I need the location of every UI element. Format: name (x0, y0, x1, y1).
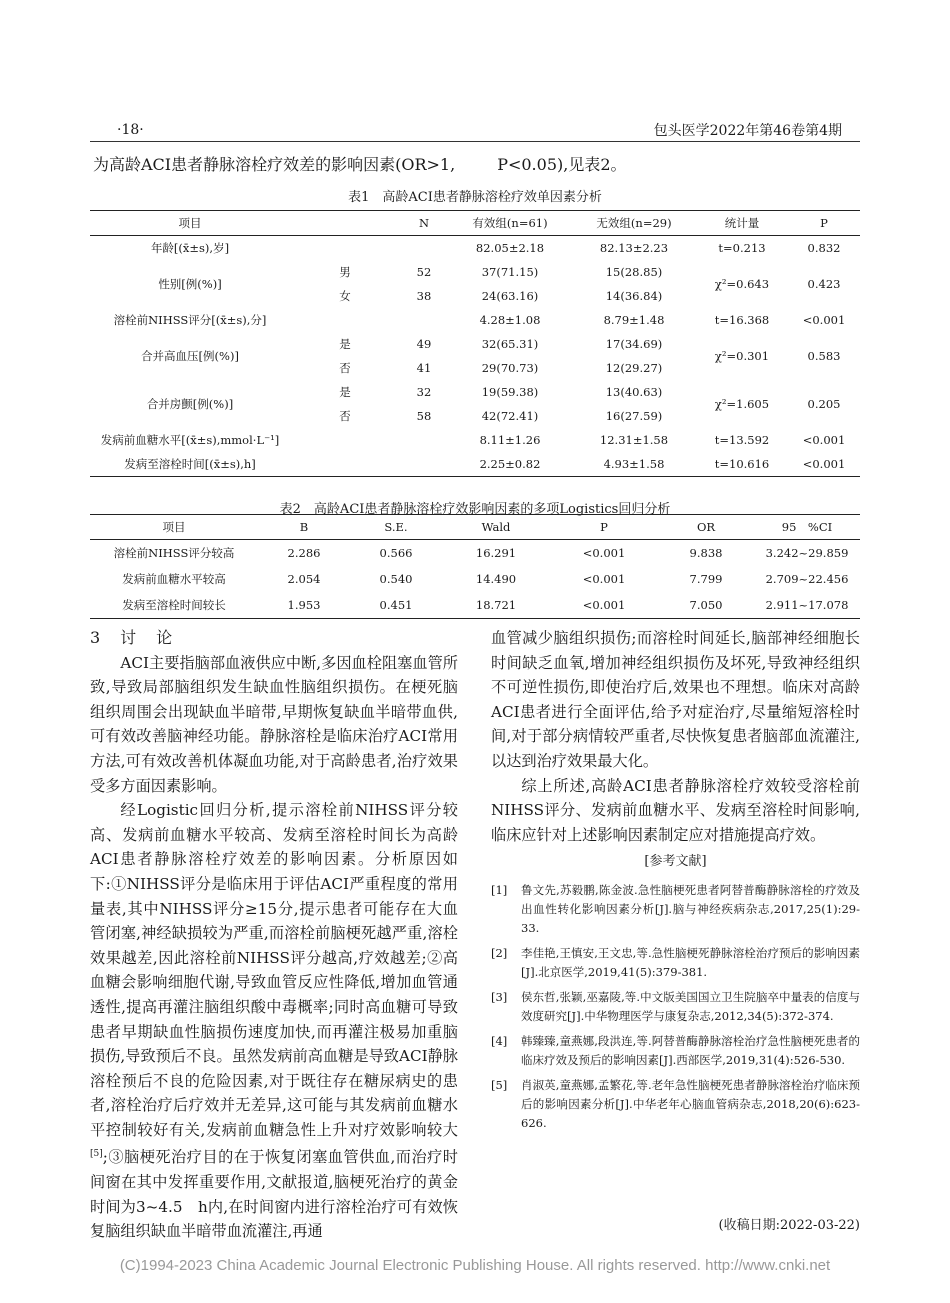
table-row (90, 452, 860, 477)
table2-cell: 16.291 (475, 546, 517, 560)
table1-cell-sub (290, 428, 400, 452)
table-row (90, 236, 860, 261)
table1-cell-n (400, 236, 448, 261)
table2-caption: 表2 高龄ACI患者静脉溶栓疗效影响因素的多项Logistics回归分析 (279, 502, 671, 517)
table2-cell: 3.242~29.859 (765, 546, 849, 560)
lead-sentence (93, 152, 627, 175)
table2-header-row (90, 515, 860, 540)
table1-cell-ineff: 15(28.85) (605, 265, 663, 279)
reference-text: 李佳艳,王慎安,王文忠,等.急性脑梗死静脉溶栓治疗预后的影响因素[J].北京医学,2019,41(5):379-381. (521, 946, 860, 979)
citation-5: [5] (90, 1149, 103, 1160)
reference-item (491, 988, 860, 1026)
table1-cell-sub (290, 452, 400, 477)
table1-cell-item: 发病前血糖水平[(x̄±s),mmol·L⁻¹] (100, 433, 280, 447)
table1-header-row (90, 211, 860, 236)
discussion-paragraph-1: ACI主要指脑部血液供应中断,多因血栓阻塞血管所致,导致局部脑组织发生缺血性脑组织损伤。在梗死脑组织周围会出现缺血半暗带,早期恢复缺血半暗带血供,可有效改善脑神经功能。静脉溶栓是临床治疗ACI常用方法,可有效改善机体凝血功能,对于高龄患者,治疗效果受多方面因素影响。 (90, 653, 458, 795)
table1-cell-ineff: 12.31±1.58 (599, 433, 669, 447)
reference-number: [3] (491, 990, 508, 1004)
table2-header-cell: Wald (442, 515, 550, 540)
table1-cell-p: 0.205 (807, 397, 841, 411)
table1-cell-sub: 是 (339, 385, 351, 399)
table2-cell: <0.001 (550, 592, 658, 619)
table1-cell-n (400, 428, 448, 452)
table2-cell: 9.838 (689, 546, 723, 560)
table-row (90, 260, 860, 284)
table-row (90, 428, 860, 452)
table1-cell-p: <0.001 (802, 433, 846, 447)
reference-item (491, 944, 860, 982)
reference-item (491, 1076, 860, 1133)
table1-caption: 表1 高龄ACI患者静脉溶栓疗效单因素分析 (348, 190, 602, 205)
table1-cell-ineff: 16(27.59) (605, 409, 663, 423)
table2-cell: <0.001 (582, 572, 626, 586)
table1-cell-item: 年龄[(x̄±s),岁] (150, 241, 230, 255)
journal-issue: 包头医学2022年第46卷第4期 (653, 123, 842, 139)
table1-cell-sub: 是 (339, 337, 351, 351)
table-row (90, 308, 860, 332)
table1-cell-eff: 4.28±1.08 (479, 313, 541, 327)
table1-cell-item: 溶栓前NIHSS评分[(x̄±s),分] (113, 313, 267, 327)
table1-header-cell: P (788, 211, 860, 236)
table1-cell-p: 0.423 (807, 277, 841, 291)
table-row (90, 566, 860, 592)
reference-item (491, 1032, 860, 1070)
reference-item (491, 881, 860, 938)
table1-cell-ineff: 14(36.84) (605, 289, 663, 303)
table1-cell-p: <0.001 (802, 313, 846, 327)
table2-cell: 2.054 (287, 572, 321, 586)
discussion-paragraph-2 (90, 798, 458, 1244)
table2-header-cell: 95 %CI (754, 515, 860, 540)
table2-header-cell: B (258, 515, 350, 540)
table1-cell-eff: 19(59.38) (481, 385, 539, 399)
table1-cell-n (400, 452, 448, 477)
table1-cell-sub: 男 (339, 265, 351, 279)
lead-text-a: 为高龄ACI患者静脉溶栓疗效差的影响因素(OR>1, (93, 155, 456, 174)
table1-cell-item: 性别[例(%)] (158, 277, 222, 291)
reference-number: [1] (491, 883, 508, 897)
table1-cell-sub (290, 308, 400, 332)
table1-cell-item: 合并房颤[例(%)] (146, 397, 234, 411)
discussion-p2-b: ;③脑梗死治疗目的在于恢复闭塞血管供血,而治疗时间窗在其中发挥重要作用,文献报道,脑梗死治疗的黄金时间为3~4.5 h内,在时间窗内进行溶栓治疗可有效恢复脑组织缺血半暗带血流灌注,再通 (90, 1148, 458, 1241)
table2-cell: 2.286 (287, 546, 321, 560)
lead-text-b: P<0.05),见表2。 (497, 155, 627, 174)
table1-cell-eff: 24(63.16) (481, 289, 539, 303)
reference-number: [4] (491, 1034, 508, 1048)
table2-cell: 14.490 (475, 572, 517, 586)
table1-cell-n (400, 308, 448, 332)
table1-cell-stat: t=16.368 (714, 313, 770, 327)
table1-cell-n: 58 (416, 409, 432, 423)
right-column (491, 626, 860, 847)
table1-cell-eff: 8.11±1.26 (479, 433, 541, 447)
table2-header-cell: S.E. (350, 515, 442, 540)
reference-number: [5] (491, 1078, 508, 1092)
table2-header-cell: 项目 (90, 515, 258, 540)
table1-cell-stat: χ²=0.643 (714, 277, 770, 291)
table1-cell-n: 41 (416, 361, 432, 375)
table1-cell-ineff: 8.79±1.48 (603, 313, 665, 327)
discussion-p2-a: 经Logistic回归分析,提示溶栓前NIHSS评分较高、发病前血糖水平较高、发病至溶栓时间长为高龄ACI患者静脉溶栓疗效差的影响因素。分析原因如下:①NIHSS评分是临床用于评估ACI严重程度的常用量表,其中NIHSS评分≥15分,提示患者可能存在大血管闭塞,神经缺损较为严重,而溶栓前脑梗死越严重,溶栓效果越差,因此溶栓前NIHSS评分越高,疗效越差;②高血糖会影响细胞代谢,导致血管反应性降低,增加血管通透性,提高再灌注脑组织酸中毒概率;同时高血糖可导致患者早期缺血性脑损伤速度加快,而再灌注极易加重脑损伤,导致预后不良。虽然发病前高血糖是导致ACI静脉溶栓预后不良的危险因素,对于既往存在糖尿病史的患者,溶栓治疗后疗效并无差异,这可能与其发病前血糖水平控制较好有关,发病前血糖急性上升对疗效影响较大 (90, 801, 458, 1139)
table2-header-cell: P (550, 515, 658, 540)
table1-cell-p: <0.001 (788, 452, 860, 477)
table1-header-cell: 统计量 (696, 211, 788, 236)
table-row (90, 380, 860, 404)
right-paragraph-1: 血管减少脑组织损伤;而溶栓时间延长,脑部神经细胞长时间缺乏血氧,增加神经组织损伤及坏死,导致神经组织不可逆性损伤,即使治疗后,效果也不理想。临床对高龄ACI患者进行全面评估,给予对症治疗,尽量缩短溶栓时间,对于部分病情较严重者,尽快恢复患者脑部血流灌注,以达到治疗效果最大化。 (491, 629, 860, 770)
table1-header-cell: N (400, 211, 448, 236)
table1-cell-eff: 42(72.41) (481, 409, 539, 423)
table2-cell: 1.953 (258, 592, 350, 619)
table1-cell-sub: 女 (339, 289, 351, 303)
table2-cell: 溶栓前NIHSS评分较高 (113, 546, 235, 560)
table2-cell: 7.799 (689, 572, 723, 586)
table1-cell-ineff: 12(29.27) (605, 361, 663, 375)
table1-cell-sub: 否 (339, 409, 351, 423)
table1-header-cell: 无效组(n=29) (572, 211, 696, 236)
table1-cell-stat: t=13.592 (714, 433, 770, 447)
table2-cell: 18.721 (442, 592, 550, 619)
table2-cell: 0.540 (379, 572, 413, 586)
reference-text: 肖淑英,童燕娜,孟繁花,等.老年急性脑梗死患者静脉溶栓治疗临床预后的影响因素分析[J].中华老年心脑血管病杂志,2018,20(6):623-626. (521, 1078, 860, 1130)
table1-cell-p: 0.832 (807, 241, 841, 255)
table1-cell-ineff: 17(34.69) (605, 337, 663, 351)
copyright-footer: (C)1994-2023 China Academic Journal Electronic Publishing House. All rights reserved. http://www.cnki.net (119, 1257, 831, 1274)
table2-cell: 发病至溶栓时间较长 (90, 592, 258, 619)
table1-cell-ineff: 4.93±1.58 (572, 452, 696, 477)
table2-cell: <0.001 (582, 546, 626, 560)
table2-cell: 发病前血糖水平较高 (122, 572, 226, 586)
table-row (90, 332, 860, 356)
table1-header-cell: 有效组(n=61) (448, 211, 572, 236)
conclusion-paragraph: 综上所述,高龄ACI患者静脉溶栓疗效较受溶栓前NIHSS评分、发病前血糖水平、发病至溶栓时间影响,临床应针对上述影响因素制定应对措施提高疗效。 (491, 776, 860, 844)
section-title: 3 讨 论 (90, 628, 175, 647)
page-number: ·18· (117, 122, 144, 138)
table1-cell-eff: 29(70.73) (481, 361, 539, 375)
table2-header-cell: OR (658, 515, 754, 540)
table1-cell-stat: χ²=0.301 (714, 349, 770, 363)
table1-cell-ineff: 82.13±2.23 (599, 241, 669, 255)
table1-cell-p: 0.583 (807, 349, 841, 363)
table2-cell: 2.709~22.456 (765, 572, 849, 586)
header-divider (90, 141, 860, 142)
left-column (90, 626, 458, 1244)
table1-cell-n: 52 (416, 265, 432, 279)
table1-cell-item: 发病至溶栓时间[(x̄±s),h] (90, 452, 290, 477)
reference-text: 侯东哲,张颖,巫嘉陵,等.中文版美国国立卫生院脑卒中量表的信度与效度研究[J].中华物理医学与康复杂志,2012,34(5):372-374. (521, 990, 860, 1023)
table1 (90, 210, 860, 477)
table1-cell-stat: χ²=1.605 (714, 397, 770, 411)
reference-text: 韩臻臻,童燕娜,段洪连,等.阿替普酶静脉溶栓治疗急性脑梗死患者的临床疗效及预后的影响因素[J].西部医学,2019,31(4):526-530. (521, 1034, 860, 1067)
table2-cell: 2.911~17.078 (754, 592, 860, 619)
table1-header-cell (290, 211, 400, 236)
table-row (90, 540, 860, 567)
table1-cell-n: 32 (416, 385, 432, 399)
table1-cell-eff: 82.05±2.18 (475, 241, 545, 255)
table2-cell: 0.566 (379, 546, 413, 560)
reference-text: 鲁文先,苏毅鹏,陈金波.急性脑梗死患者阿替普酶静脉溶栓的疗效及出血性转化影响因素分析[J].脑与神经疾病杂志,2017,25(1):29-33. (521, 883, 860, 935)
table1-cell-item: 合并高血压[例(%)] (141, 349, 239, 363)
table1-cell-sub: 否 (339, 361, 351, 375)
table-row (90, 592, 860, 619)
table2-cell: 0.451 (350, 592, 442, 619)
table2-cell: 7.050 (658, 592, 754, 619)
references-title: [参考文献] (644, 854, 707, 869)
table1-cell-n: 38 (416, 289, 432, 303)
received-date: (收稿日期:2022-03-22) (718, 1218, 860, 1233)
references (491, 850, 860, 1139)
table1-cell-eff: 37(71.15) (481, 265, 539, 279)
table2 (90, 514, 860, 619)
table1-cell-stat: t=10.616 (696, 452, 788, 477)
table1-cell-ineff: 13(40.63) (605, 385, 663, 399)
table1-cell-eff: 32(65.31) (481, 337, 539, 351)
table1-cell-stat: t=0.213 (718, 241, 766, 255)
table1-header-cell: 项目 (90, 211, 290, 236)
reference-number: [2] (491, 946, 508, 960)
table1-cell-eff: 2.25±0.82 (448, 452, 572, 477)
table1-cell-n: 49 (416, 337, 432, 351)
table1-cell-sub (290, 236, 400, 261)
